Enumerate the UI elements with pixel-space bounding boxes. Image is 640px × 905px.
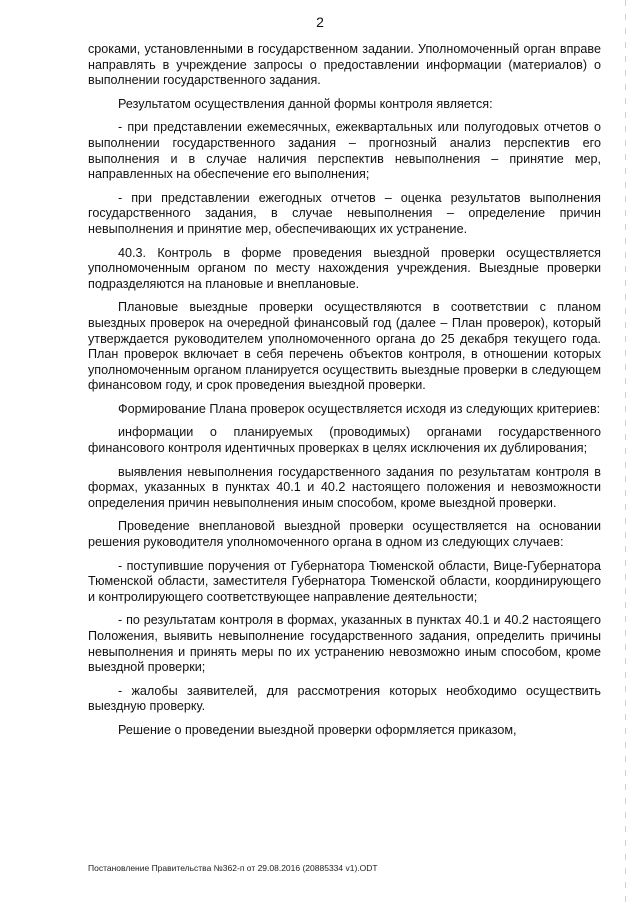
paragraph: Формирование Плана проверок осуществляется исходя из следующих критериев: [118, 401, 601, 416]
paragraph: Результатом осуществления данной формы контроля является: [118, 96, 493, 111]
scan-edge [625, 0, 626, 905]
paragraph: - жалобы заявителей, для рассмотрения которых необходимо осуществить выездную проверку. [88, 683, 601, 714]
document-body [88, 42, 601, 747]
paragraph: сроками, установленными в государственном задании. Уполномоченный орган вправе направлять в учреждение запросы о предоставлении информации (материалов) о выполнении государственного задания. [88, 42, 601, 88]
paragraph: - при представлении ежемесячных, ежеквартальных или полугодовых отчетов о выполнении государственного задания – прогнозный анализ перспектив его выполнения и в случае наличия перспектив невыполнения – принятие мер, направленных на обеспечение его выполнения; [88, 120, 601, 182]
page-number: 2 [316, 14, 324, 30]
paragraph: Решение о проведении выездной проверки оформляется приказом, [118, 722, 517, 737]
paragraph: информации о планируемых (проводимых) органами государственного финансового контроля идентичных проверках в целях исключения их дублирования; [88, 425, 601, 456]
paragraph: - по результатам контроля в формах, указанных в пунктах 40.1 и 40.2 настоящего Положения, выявить невыполнение государственного задания, определить причины невыполнения и принять меры по их устранению невозможно иным способом, кроме выездной проверки; [88, 613, 601, 675]
paragraph: 40.3. Контроль в форме проведения выездной проверки осуществляется уполномоченным органом по месту нахождения учреждения. Выездные проверки подразделяются на плановые и внеплановые. [88, 245, 601, 291]
paragraph: - поступившие поручения от Губернатора Тюменской области, Вице-Губернатора Тюменской области, заместителя Губернатора Тюменской области, координирующего и контролирующего соответствующее направление деятельности; [88, 558, 601, 604]
paragraph: - при представлении ежегодных отчетов – оценка результатов выполнения государственного задания, в случае невыполнения – определение причин невыполнения и принятие мер, обеспечивающих их устранение. [88, 190, 601, 236]
document-footer: Постановление Правительства №362-п от 29.08.2016 (20885334 v1).ODT [88, 863, 378, 873]
paragraph: Плановые выездные проверки осуществляются в соответствии с планом выездных проверок на очередной финансовый год (далее – План проверок), который утверждается руководителем уполномоченного органа до 25 декабря текущего года. План проверок включает в себя перечень объектов контроля, в отношении которых уполномоченным органом планируется осуществить выездные проверки в следующем финансовом году, и срок проведения выездной проверки. [88, 300, 601, 393]
paragraph: Проведение внеплановой выездной проверки осуществляется на основании решения руководителя уполномоченного органа в одном из следующих случаев: [88, 519, 601, 550]
paragraph: выявления невыполнения государственного задания по результатам контроля в формах, указанных в пунктах 40.1 и 40.2 настоящего положения и невозможности определения причин невыполнения иным способом, кроме выездной проверки. [88, 464, 601, 510]
